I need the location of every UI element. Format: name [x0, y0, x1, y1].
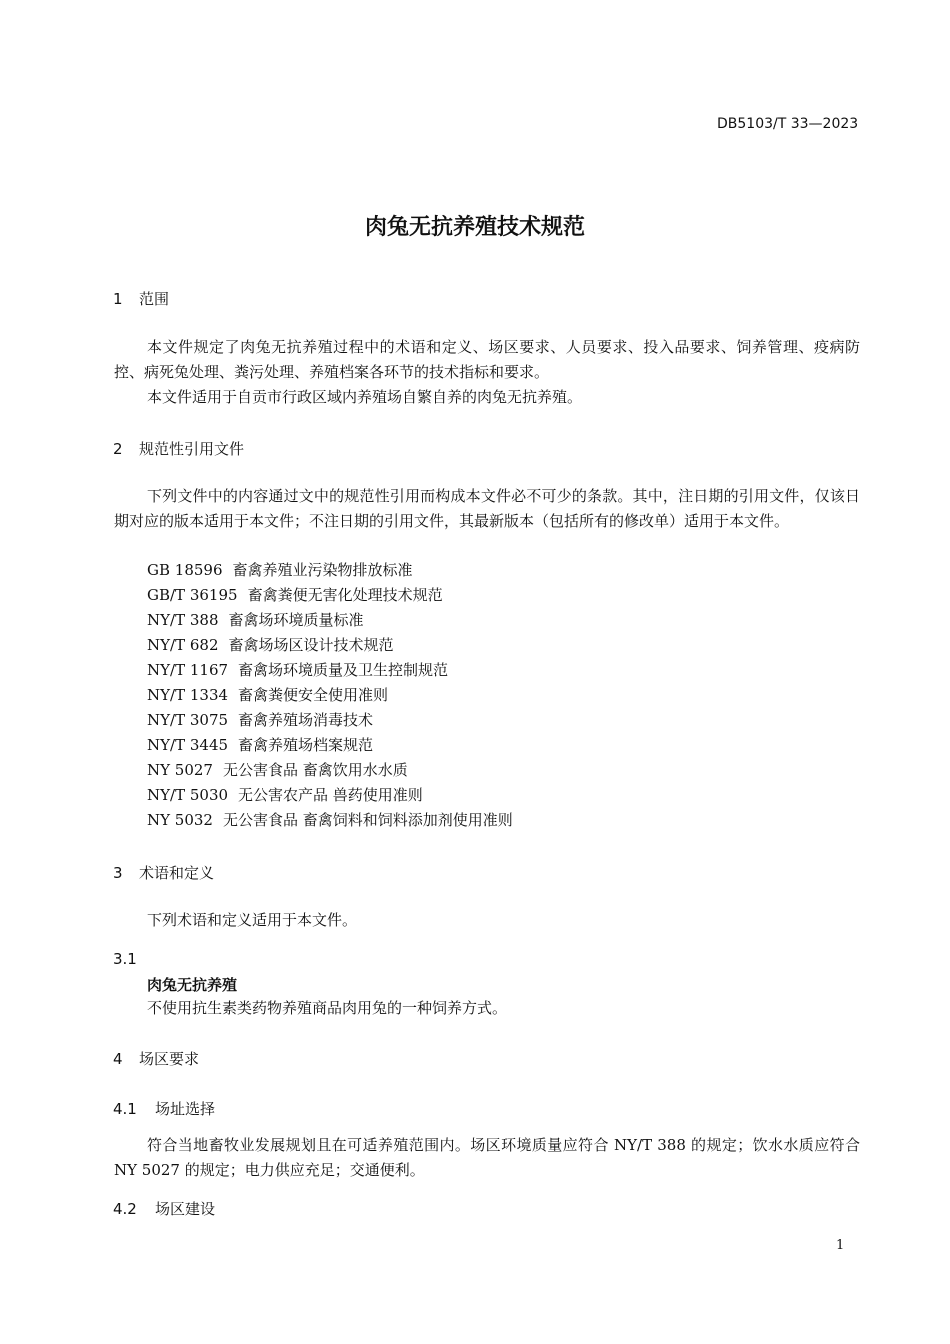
section-1-paragraph-1: 本文件规定了肉兔无抗养殖过程中的术语和定义、场区要求、人员要求、投入品要求、饲养管理、疫病防控、病死兔处理、粪污处理、养殖档案各环节的技术指标和要求。 [114, 338, 860, 381]
reference-item [147, 684, 388, 705]
subsection-4-1-heading [113, 1098, 215, 1119]
subsection-number: 4.2 [113, 1200, 137, 1218]
reference-code: NY/T 1334 [147, 686, 229, 704]
reference-title: 无公害食品 畜禽饲料和饲料添加剂使用准则 [222, 811, 513, 829]
section-3-heading [113, 862, 214, 883]
section-title: 场区要求 [139, 1050, 200, 1068]
reference-code: NY 5032 [147, 811, 213, 829]
term-number: 3.1 [113, 950, 137, 968]
reference-code: NY/T 1167 [147, 661, 229, 679]
reference-item [147, 609, 364, 630]
page-number: 1 [836, 1238, 845, 1253]
section-4-heading [113, 1048, 199, 1069]
reference-code: NY/T 5030 [147, 786, 229, 804]
reference-title: 畜禽养殖场档案规范 [238, 736, 374, 754]
reference-item [147, 809, 513, 830]
reference-item [147, 634, 394, 655]
reference-title: 畜禽养殖业污染物排放标准 [232, 561, 413, 579]
reference-code: NY/T 388 [147, 611, 219, 629]
reference-item [147, 709, 373, 730]
section-title: 范围 [139, 290, 170, 308]
section-2-paragraph-1: 下列文件中的内容通过文中的规范性引用而构成本文件必不可少的条款。其中，注日期的引用文件，仅该日期对应的版本适用于本文件；不注日期的引用文件，其最新版本（包括所有的修改单）适用于本文件。 [114, 487, 860, 530]
section-1-paragraph-2: 本文件适用于自贡市行政区域内养殖场自繁自养的肉兔无抗养殖。 [147, 388, 583, 406]
section-number: 3 [113, 864, 123, 882]
document-id: DB5103/T 33—2023 [717, 116, 859, 132]
reference-title: 畜禽粪便无害化处理技术规范 [247, 586, 443, 604]
section-title: 规范性引用文件 [139, 440, 245, 458]
reference-code: NY/T 3075 [147, 711, 229, 729]
section-3-paragraph-1: 下列术语和定义适用于本文件。 [147, 911, 358, 929]
subsection-title: 场区建设 [155, 1200, 216, 1218]
page-title: 肉兔无抗养殖技术规范 [364, 215, 585, 240]
reference-item [147, 559, 413, 580]
reference-title: 畜禽粪便安全使用准则 [238, 686, 389, 704]
reference-item [147, 759, 408, 780]
reference-code: GB 18596 [147, 561, 223, 579]
section-number: 4 [113, 1050, 123, 1068]
reference-code: NY/T 682 [147, 636, 219, 654]
reference-item [147, 584, 443, 605]
reference-item [147, 784, 423, 805]
section-number: 2 [113, 440, 123, 458]
reference-code: GB/T 36195 [147, 586, 238, 604]
subsection-4-1-paragraph: 符合当地畜牧业发展规划且在可适养殖范围内。场区环境质量应符合 NY/T 388 的规定；饮水水质应符合 NY 5027 的规定；电力供应充足；交通便利。 [114, 1136, 860, 1179]
section-1-heading [113, 288, 169, 309]
reference-item [147, 734, 373, 755]
subsection-4-2-heading [113, 1198, 215, 1219]
subsection-number: 4.1 [113, 1100, 137, 1118]
reference-code: NY/T 3445 [147, 736, 229, 754]
reference-title: 无公害食品 畜禽饮用水水质 [222, 761, 408, 779]
reference-title: 畜禽养殖场消毒技术 [238, 711, 374, 729]
section-title: 术语和定义 [139, 864, 215, 882]
reference-title: 无公害农产品 兽药使用准则 [238, 786, 423, 804]
reference-item [147, 659, 448, 680]
subsection-title: 场址选择 [155, 1100, 216, 1118]
section-2-heading [113, 438, 244, 459]
term-definition: 不使用抗生素类药物养殖商品肉用兔的一种饲养方式。 [147, 999, 508, 1017]
reference-title: 畜禽场环境质量标准 [228, 611, 364, 629]
reference-code: NY 5027 [147, 761, 213, 779]
reference-title: 畜禽场环境质量及卫生控制规范 [238, 661, 449, 679]
section-number: 1 [113, 290, 123, 308]
reference-title: 畜禽场场区设计技术规范 [228, 636, 394, 654]
term-name: 肉兔无抗养殖 [147, 976, 238, 994]
